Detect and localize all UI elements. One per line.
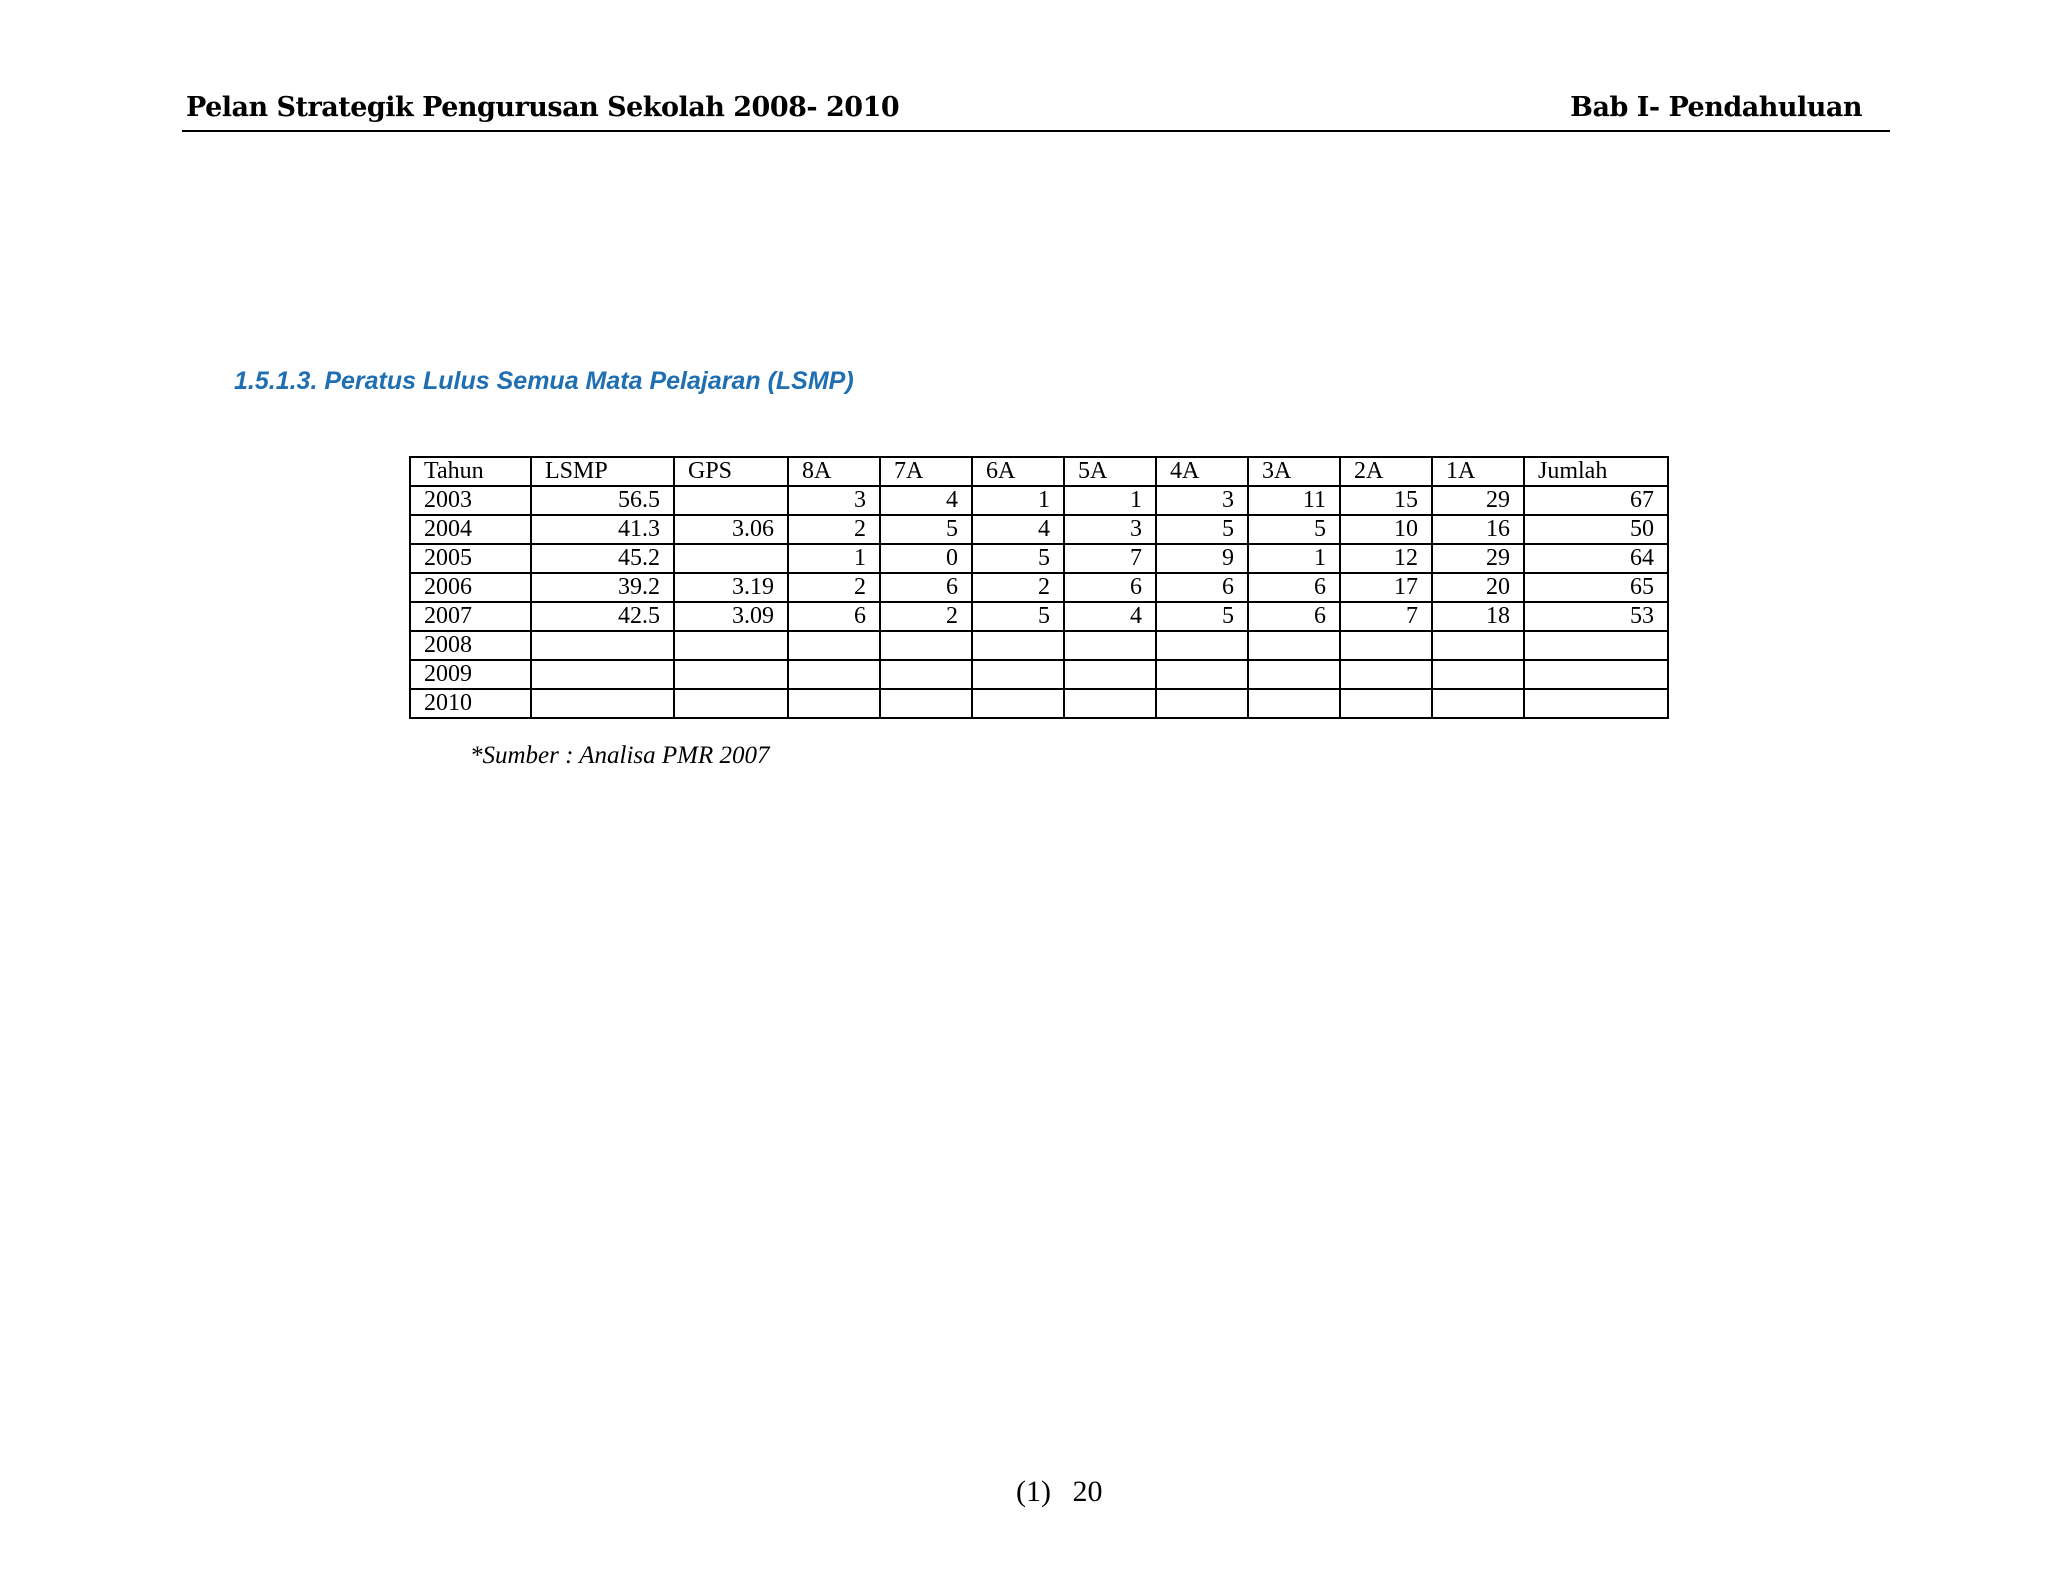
- table-cell: 4: [1064, 602, 1156, 631]
- table-cell: 6: [1156, 573, 1248, 602]
- table-cell: 2: [788, 573, 880, 602]
- table-cell: 20: [1432, 573, 1524, 602]
- table-cell: 17: [1340, 573, 1432, 602]
- table-cell: [788, 631, 880, 660]
- table-cell: 42.5: [531, 602, 674, 631]
- table-cell: [1064, 689, 1156, 718]
- table-cell: 45.2: [531, 544, 674, 573]
- table-row: [410, 660, 1668, 689]
- table-cell: [1432, 660, 1524, 689]
- table-cell: [674, 689, 788, 718]
- table-cell: 11: [1248, 486, 1340, 515]
- table-cell: 2: [880, 602, 972, 631]
- table-cell: 15: [1340, 486, 1432, 515]
- table-cell: 1: [1064, 486, 1156, 515]
- table-cell: 6: [880, 573, 972, 602]
- table-cell: [972, 631, 1064, 660]
- table-cell: [1156, 660, 1248, 689]
- table-cell: 5: [1248, 515, 1340, 544]
- table-cell: 5: [1156, 602, 1248, 631]
- year-cell: 2008: [410, 631, 531, 660]
- table-cell: [674, 660, 788, 689]
- table-cell: 1: [1248, 544, 1340, 573]
- table-body: [410, 457, 1668, 718]
- table-cell: 5: [972, 602, 1064, 631]
- table-row: [410, 631, 1668, 660]
- column-header: 3A: [1248, 457, 1340, 486]
- table-cell: [1432, 689, 1524, 718]
- year-cell: 2004: [410, 515, 531, 544]
- table-cell: [531, 660, 674, 689]
- table-cell: 12: [1340, 544, 1432, 573]
- table-cell: 7: [1064, 544, 1156, 573]
- table-cell: 67: [1524, 486, 1668, 515]
- section-title: 1.5.1.3. Peratus Lulus Semua Mata Pelajaran (LSMP): [234, 367, 854, 395]
- table-cell: 3.06: [674, 515, 788, 544]
- table-cell: 6: [1248, 573, 1340, 602]
- source-note: *Sumber : Analisa PMR 2007: [470, 742, 770, 769]
- table-row: [410, 689, 1668, 718]
- column-header: 7A: [880, 457, 972, 486]
- column-header: Jumlah: [1524, 457, 1668, 486]
- column-header: 4A: [1156, 457, 1248, 486]
- year-cell: 2009: [410, 660, 531, 689]
- table-row: [410, 486, 1668, 515]
- year-cell: 2007: [410, 602, 531, 631]
- lsmp-results-table: [409, 456, 1669, 719]
- table-cell: 4: [880, 486, 972, 515]
- table-cell: [788, 660, 880, 689]
- table-cell: [674, 631, 788, 660]
- table-cell: [1248, 631, 1340, 660]
- year-cell: 2010: [410, 689, 531, 718]
- table-cell: [972, 660, 1064, 689]
- table-cell: [1248, 689, 1340, 718]
- table-cell: 2: [972, 573, 1064, 602]
- table-cell: [880, 689, 972, 718]
- table-cell: 64: [1524, 544, 1668, 573]
- year-cell: 2006: [410, 573, 531, 602]
- table-cell: 3.09: [674, 602, 788, 631]
- table-cell: [1524, 660, 1668, 689]
- column-header: LSMP: [531, 457, 674, 486]
- column-header: GPS: [674, 457, 788, 486]
- table-cell: 3.19: [674, 573, 788, 602]
- table-cell: 1: [972, 486, 1064, 515]
- table-cell: [674, 486, 788, 515]
- table-cell: [1156, 631, 1248, 660]
- table-cell: [1340, 689, 1432, 718]
- table-cell: 39.2: [531, 573, 674, 602]
- table-cell: 6: [1248, 602, 1340, 631]
- table-cell: [880, 660, 972, 689]
- table-cell: 6: [788, 602, 880, 631]
- table-row: [410, 544, 1668, 573]
- table-cell: [531, 689, 674, 718]
- column-header: Tahun: [410, 457, 531, 486]
- table-cell: 18: [1432, 602, 1524, 631]
- table-cell: 3: [1156, 486, 1248, 515]
- table-cell: [1064, 660, 1156, 689]
- table-cell: [880, 631, 972, 660]
- chapter-title: Bab I- Pendahuluan: [1570, 92, 1862, 123]
- table-cell: [972, 689, 1064, 718]
- document-title: Pelan Strategik Pengurusan Sekolah 2008- 2010: [186, 92, 900, 123]
- table-cell: 10: [1340, 515, 1432, 544]
- page-header: [182, 90, 1890, 132]
- table-row: [410, 602, 1668, 631]
- column-header: 1A: [1432, 457, 1524, 486]
- page-number: (1) 20: [1016, 1475, 1103, 1508]
- column-header: 8A: [788, 457, 880, 486]
- table-cell: 5: [880, 515, 972, 544]
- table-cell: 5: [972, 544, 1064, 573]
- table-cell: [1524, 689, 1668, 718]
- column-header: 2A: [1340, 457, 1432, 486]
- table-cell: 2: [788, 515, 880, 544]
- column-header: 6A: [972, 457, 1064, 486]
- table-cell: 29: [1432, 486, 1524, 515]
- table-cell: 65: [1524, 573, 1668, 602]
- table-cell: [674, 544, 788, 573]
- table-cell: [1432, 631, 1524, 660]
- table-row: [410, 515, 1668, 544]
- table-header-row: [410, 457, 1668, 486]
- table-cell: [1340, 631, 1432, 660]
- table-cell: 0: [880, 544, 972, 573]
- table-cell: [1156, 689, 1248, 718]
- table-cell: 9: [1156, 544, 1248, 573]
- year-cell: 2005: [410, 544, 531, 573]
- table-cell: 56.5: [531, 486, 674, 515]
- table-cell: [788, 689, 880, 718]
- table-row: [410, 573, 1668, 602]
- table-cell: 3: [788, 486, 880, 515]
- table-cell: 16: [1432, 515, 1524, 544]
- table-cell: 41.3: [531, 515, 674, 544]
- table-cell: 53: [1524, 602, 1668, 631]
- table-cell: 5: [1156, 515, 1248, 544]
- table-cell: [531, 631, 674, 660]
- table-cell: [1248, 660, 1340, 689]
- year-cell: 2003: [410, 486, 531, 515]
- table-cell: [1064, 631, 1156, 660]
- table-cell: 6: [1064, 573, 1156, 602]
- table-cell: 29: [1432, 544, 1524, 573]
- column-header: 5A: [1064, 457, 1156, 486]
- table-cell: 50: [1524, 515, 1668, 544]
- table-cell: 7: [1340, 602, 1432, 631]
- table-cell: 4: [972, 515, 1064, 544]
- table-cell: [1340, 660, 1432, 689]
- table-cell: [1524, 631, 1668, 660]
- table-cell: 3: [1064, 515, 1156, 544]
- table-cell: 1: [788, 544, 880, 573]
